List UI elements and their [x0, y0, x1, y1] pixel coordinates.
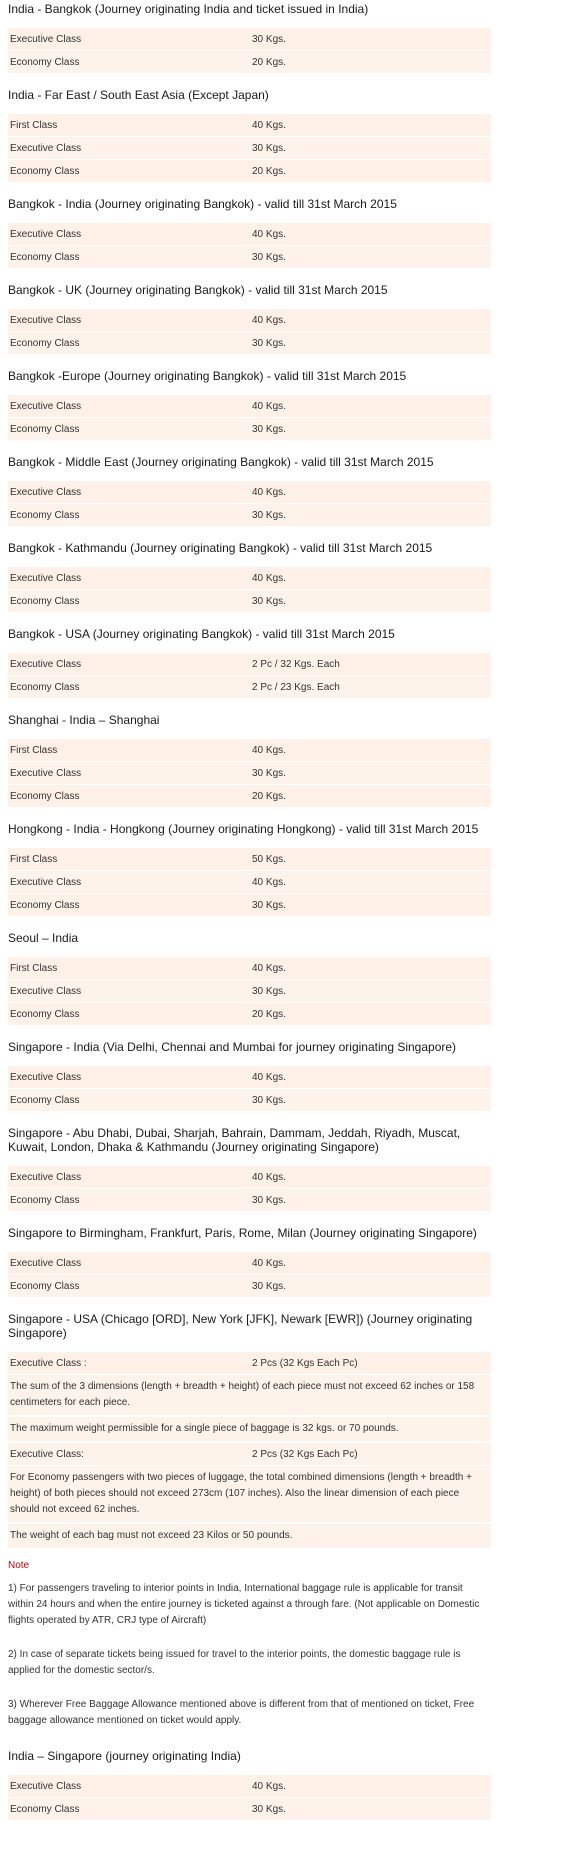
- table-row: [8, 395, 491, 418]
- allowance-cell: 20 Kgs.: [252, 790, 286, 802]
- class-cell: Economy Class: [10, 681, 80, 693]
- allowance-cell: 2 Pc / 32 Kgs. Each: [252, 658, 340, 670]
- allowance-table: [8, 28, 491, 74]
- allowance-table: [8, 653, 491, 699]
- class-cell: Executive Class: [10, 486, 82, 498]
- table-row: [8, 739, 491, 762]
- table-row: [8, 653, 491, 676]
- table-row: [8, 762, 491, 785]
- allowance-table: [8, 1066, 491, 1112]
- table-row: [8, 1352, 491, 1375]
- allowance-cell: 30 Kgs.: [252, 33, 286, 45]
- allowance-cell: 30 Kgs.: [252, 423, 286, 435]
- section-title: Seoul – India: [8, 931, 79, 945]
- weight-note: The maximum weight permissible for a single piece of baggage is 32 kgs. or 70 pounds.: [8, 1417, 491, 1441]
- section-title: Bangkok -Europe (Journey originating Bangkok) - valid till 31st March 2015: [8, 369, 407, 383]
- note-heading: Note: [8, 1560, 30, 1571]
- class-cell: Executive Class: [10, 985, 82, 997]
- class-cell: Executive Class: [10, 142, 82, 154]
- class-cell: Economy Class: [10, 337, 80, 349]
- class-cell: Executive Class: [10, 33, 82, 45]
- class-cell: First Class: [10, 744, 58, 756]
- allowance-cell: 40 Kgs.: [252, 1171, 286, 1183]
- class-cell: Executive Class: [10, 876, 82, 888]
- section-title: Bangkok - India (Journey originating Bangkok) - valid till 31st March 2015: [8, 197, 397, 211]
- class-cell: Executive Class: [10, 1257, 82, 1269]
- section-title: Singapore - India (Via Delhi, Chennai and Mumbai for journey originating Singapore): [8, 1040, 457, 1054]
- table-row: [8, 418, 491, 441]
- section-title-usa: Singapore - USA (Chicago [ORD], New York [JFK], Newark [EWR]) (Journey originating Singapore): [8, 1312, 473, 1340]
- allowance-table: [8, 1252, 491, 1298]
- table-row: [8, 504, 491, 527]
- allowance-cell: 40 Kgs.: [252, 314, 286, 326]
- section-title: Bangkok - Middle East (Journey originating Bangkok) - valid till 31st March 2015: [8, 455, 434, 469]
- table-row: [8, 590, 491, 613]
- allowance-cell: 20 Kgs.: [252, 165, 286, 177]
- section-title: Bangkok - UK (Journey originating Bangkok) - valid till 31st March 2015: [8, 283, 388, 297]
- allowance-cell: 40 Kgs.: [252, 486, 286, 498]
- section-title: India – Singapore (journey originating India): [8, 1749, 241, 1763]
- allowance-cell: 40 Kgs.: [252, 962, 286, 974]
- allowance-cell: 30 Kgs.: [252, 1094, 286, 1106]
- table-row: [8, 1775, 491, 1798]
- table-row: [8, 785, 491, 808]
- class-cell: Economy Class: [10, 423, 80, 435]
- allowance-cell: 40 Kgs.: [252, 744, 286, 756]
- section-title: Singapore - Abu Dhabi, Dubai, Sharjah, Bahrain, Dammam, Jeddah, Riyadh, Muscat, Kuwait, London, Dhaka & Kathmandu (Journey originating Singapore): [8, 1126, 461, 1154]
- class-cell: Economy Class: [10, 251, 80, 263]
- allowance-cell: 2 Pc / 23 Kgs. Each: [252, 681, 340, 693]
- class-cell: Economy Class: [10, 1280, 80, 1292]
- allowance-cell: 2 Pcs (32 Kgs Each Pc): [252, 1448, 358, 1460]
- class-cell: Executive Class :: [10, 1357, 87, 1369]
- table-row: [8, 1003, 491, 1026]
- class-cell: Economy Class: [10, 165, 80, 177]
- table-row: [8, 1798, 491, 1821]
- class-cell: Executive Class:: [10, 1448, 84, 1460]
- allowance-table: [8, 223, 491, 269]
- table-row: [8, 160, 491, 183]
- allowance-table: [8, 395, 491, 441]
- class-cell: First Class: [10, 119, 58, 131]
- section-title: India - Bangkok (Journey originating India and ticket issued in India): [8, 2, 369, 16]
- table-row: [8, 51, 491, 74]
- allowance-cell: 20 Kgs.: [252, 1008, 286, 1020]
- allowance-cell: 30 Kgs.: [252, 1194, 286, 1206]
- allowance-cell: 30 Kgs.: [252, 251, 286, 263]
- class-cell: Economy Class: [10, 1094, 80, 1106]
- allowance-cell: 30 Kgs.: [252, 142, 286, 154]
- section-title: Shanghai - India – Shanghai: [8, 713, 160, 727]
- table-row: [8, 1066, 491, 1089]
- allowance-cell: 40 Kgs.: [252, 119, 286, 131]
- allowance-cell: 30 Kgs.: [252, 509, 286, 521]
- allowance-cell: 40 Kgs.: [252, 228, 286, 240]
- allowance-table: [8, 848, 491, 917]
- class-cell: Executive Class: [10, 658, 82, 670]
- allowance-table: [8, 567, 491, 613]
- table-row: [8, 137, 491, 160]
- section-title: Hongkong - India - Hongkong (Journey originating Hongkong) - valid till 31st March 2015: [8, 822, 479, 836]
- allowance-cell: 30 Kgs.: [252, 1280, 286, 1292]
- dimension-note: The sum of the 3 dimensions (length + breadth + height) of each piece must not exceed 62 inches or 158 centimeters for each piece.: [8, 1375, 491, 1415]
- class-cell: Economy Class: [10, 509, 80, 521]
- section-title: India - Far East / South East Asia (Except Japan): [8, 88, 269, 102]
- table-row: [8, 1189, 491, 1212]
- allowance-table: [8, 1166, 491, 1212]
- table-row: [8, 223, 491, 246]
- section-title: Singapore to Birmingham, Frankfurt, Paris, Rome, Milan (Journey originating Singapore): [8, 1226, 477, 1240]
- table-row: [8, 848, 491, 871]
- table-row: [8, 28, 491, 51]
- allowance-cell: 20 Kgs.: [252, 56, 286, 68]
- table-row: [8, 1443, 491, 1466]
- class-cell: First Class: [10, 853, 58, 865]
- table-row: [8, 1252, 491, 1275]
- allowance-cell: 2 Pcs (32 Kgs Each Pc): [252, 1357, 358, 1369]
- table-row: [8, 114, 491, 137]
- usa-table: [8, 1352, 491, 1548]
- allowance-cell: 30 Kgs.: [252, 595, 286, 607]
- allowance-table: [8, 114, 491, 183]
- class-cell: Economy Class: [10, 595, 80, 607]
- allowance-cell: 30 Kgs.: [252, 1803, 286, 1815]
- weight-note: The weight of each bag must not exceed 23 Kilos or 50 pounds.: [8, 1524, 491, 1548]
- table-row: [8, 567, 491, 590]
- allowance-cell: 40 Kgs.: [252, 572, 286, 584]
- allowance-table: [8, 309, 491, 355]
- table-row: [8, 1089, 491, 1112]
- class-cell: Executive Class: [10, 1780, 82, 1792]
- dimension-note: For Economy passengers with two pieces of luggage, the total combined dimensions (length + breadth + height) of both pieces should not exceed 273cm (107 inches). Also the linear dimension of each piece should not exceed 62 inches.: [8, 1466, 491, 1522]
- table-row: [8, 1166, 491, 1189]
- allowance-cell: 30 Kgs.: [252, 337, 286, 349]
- class-cell: Executive Class: [10, 314, 82, 326]
- class-cell: First Class: [10, 962, 58, 974]
- table-row: [8, 894, 491, 917]
- class-cell: Economy Class: [10, 1803, 80, 1815]
- class-cell: Economy Class: [10, 1008, 80, 1020]
- table-row: [8, 332, 491, 355]
- note-item: 2) In case of separate tickets being issued for travel to the interior points, the domestic baggage rule is applied for the domestic sector/s.: [8, 1649, 461, 1676]
- class-cell: Economy Class: [10, 1194, 80, 1206]
- table-row: [8, 1275, 491, 1298]
- note-item: 1) For passengers traveling to interior points in India, International baggage rule is applicable for transit within 24 hours and when the entire journey is ticketed against a through fare. (Not applicable on Domestic flights operated by ATR, CRJ type of Aircraft): [8, 1583, 480, 1626]
- table-row: [8, 871, 491, 894]
- table-row: [8, 957, 491, 980]
- allowance-cell: 40 Kgs.: [252, 1257, 286, 1269]
- allowance-cell: 40 Kgs.: [252, 1071, 286, 1083]
- section-title: Bangkok - USA (Journey originating Bangkok) - valid till 31st March 2015: [8, 627, 395, 641]
- table-row: [8, 980, 491, 1003]
- allowance-cell: 40 Kgs.: [252, 1780, 286, 1792]
- table-row: [8, 246, 491, 269]
- table-row: [8, 481, 491, 504]
- allowance-cell: 30 Kgs.: [252, 767, 286, 779]
- class-cell: Executive Class: [10, 1171, 82, 1183]
- allowance-table: [8, 1775, 491, 1821]
- class-cell: Executive Class: [10, 400, 82, 412]
- note-item: 3) Wherever Free Baggage Allowance mentioned above is different from that of mentioned on ticket, Free baggage allowance mentioned on ticket would apply.: [8, 1699, 475, 1726]
- allowance-cell: 50 Kgs.: [252, 853, 286, 865]
- allowance-table: [8, 957, 491, 1026]
- section-title: Bangkok - Kathmandu (Journey originating Bangkok) - valid till 31st March 2015: [8, 541, 433, 555]
- class-cell: Executive Class: [10, 572, 82, 584]
- class-cell: Executive Class: [10, 1071, 82, 1083]
- table-row: [8, 676, 491, 699]
- allowance-cell: 40 Kgs.: [252, 876, 286, 888]
- class-cell: Economy Class: [10, 56, 80, 68]
- table-row: [8, 309, 491, 332]
- class-cell: Executive Class: [10, 228, 82, 240]
- allowance-cell: 30 Kgs.: [252, 899, 286, 911]
- allowance-table: [8, 481, 491, 527]
- class-cell: Economy Class: [10, 899, 80, 911]
- allowance-cell: 40 Kgs.: [252, 400, 286, 412]
- allowance-cell: 30 Kgs.: [252, 985, 286, 997]
- class-cell: Economy Class: [10, 790, 80, 802]
- class-cell: Executive Class: [10, 767, 82, 779]
- allowance-table: [8, 739, 491, 808]
